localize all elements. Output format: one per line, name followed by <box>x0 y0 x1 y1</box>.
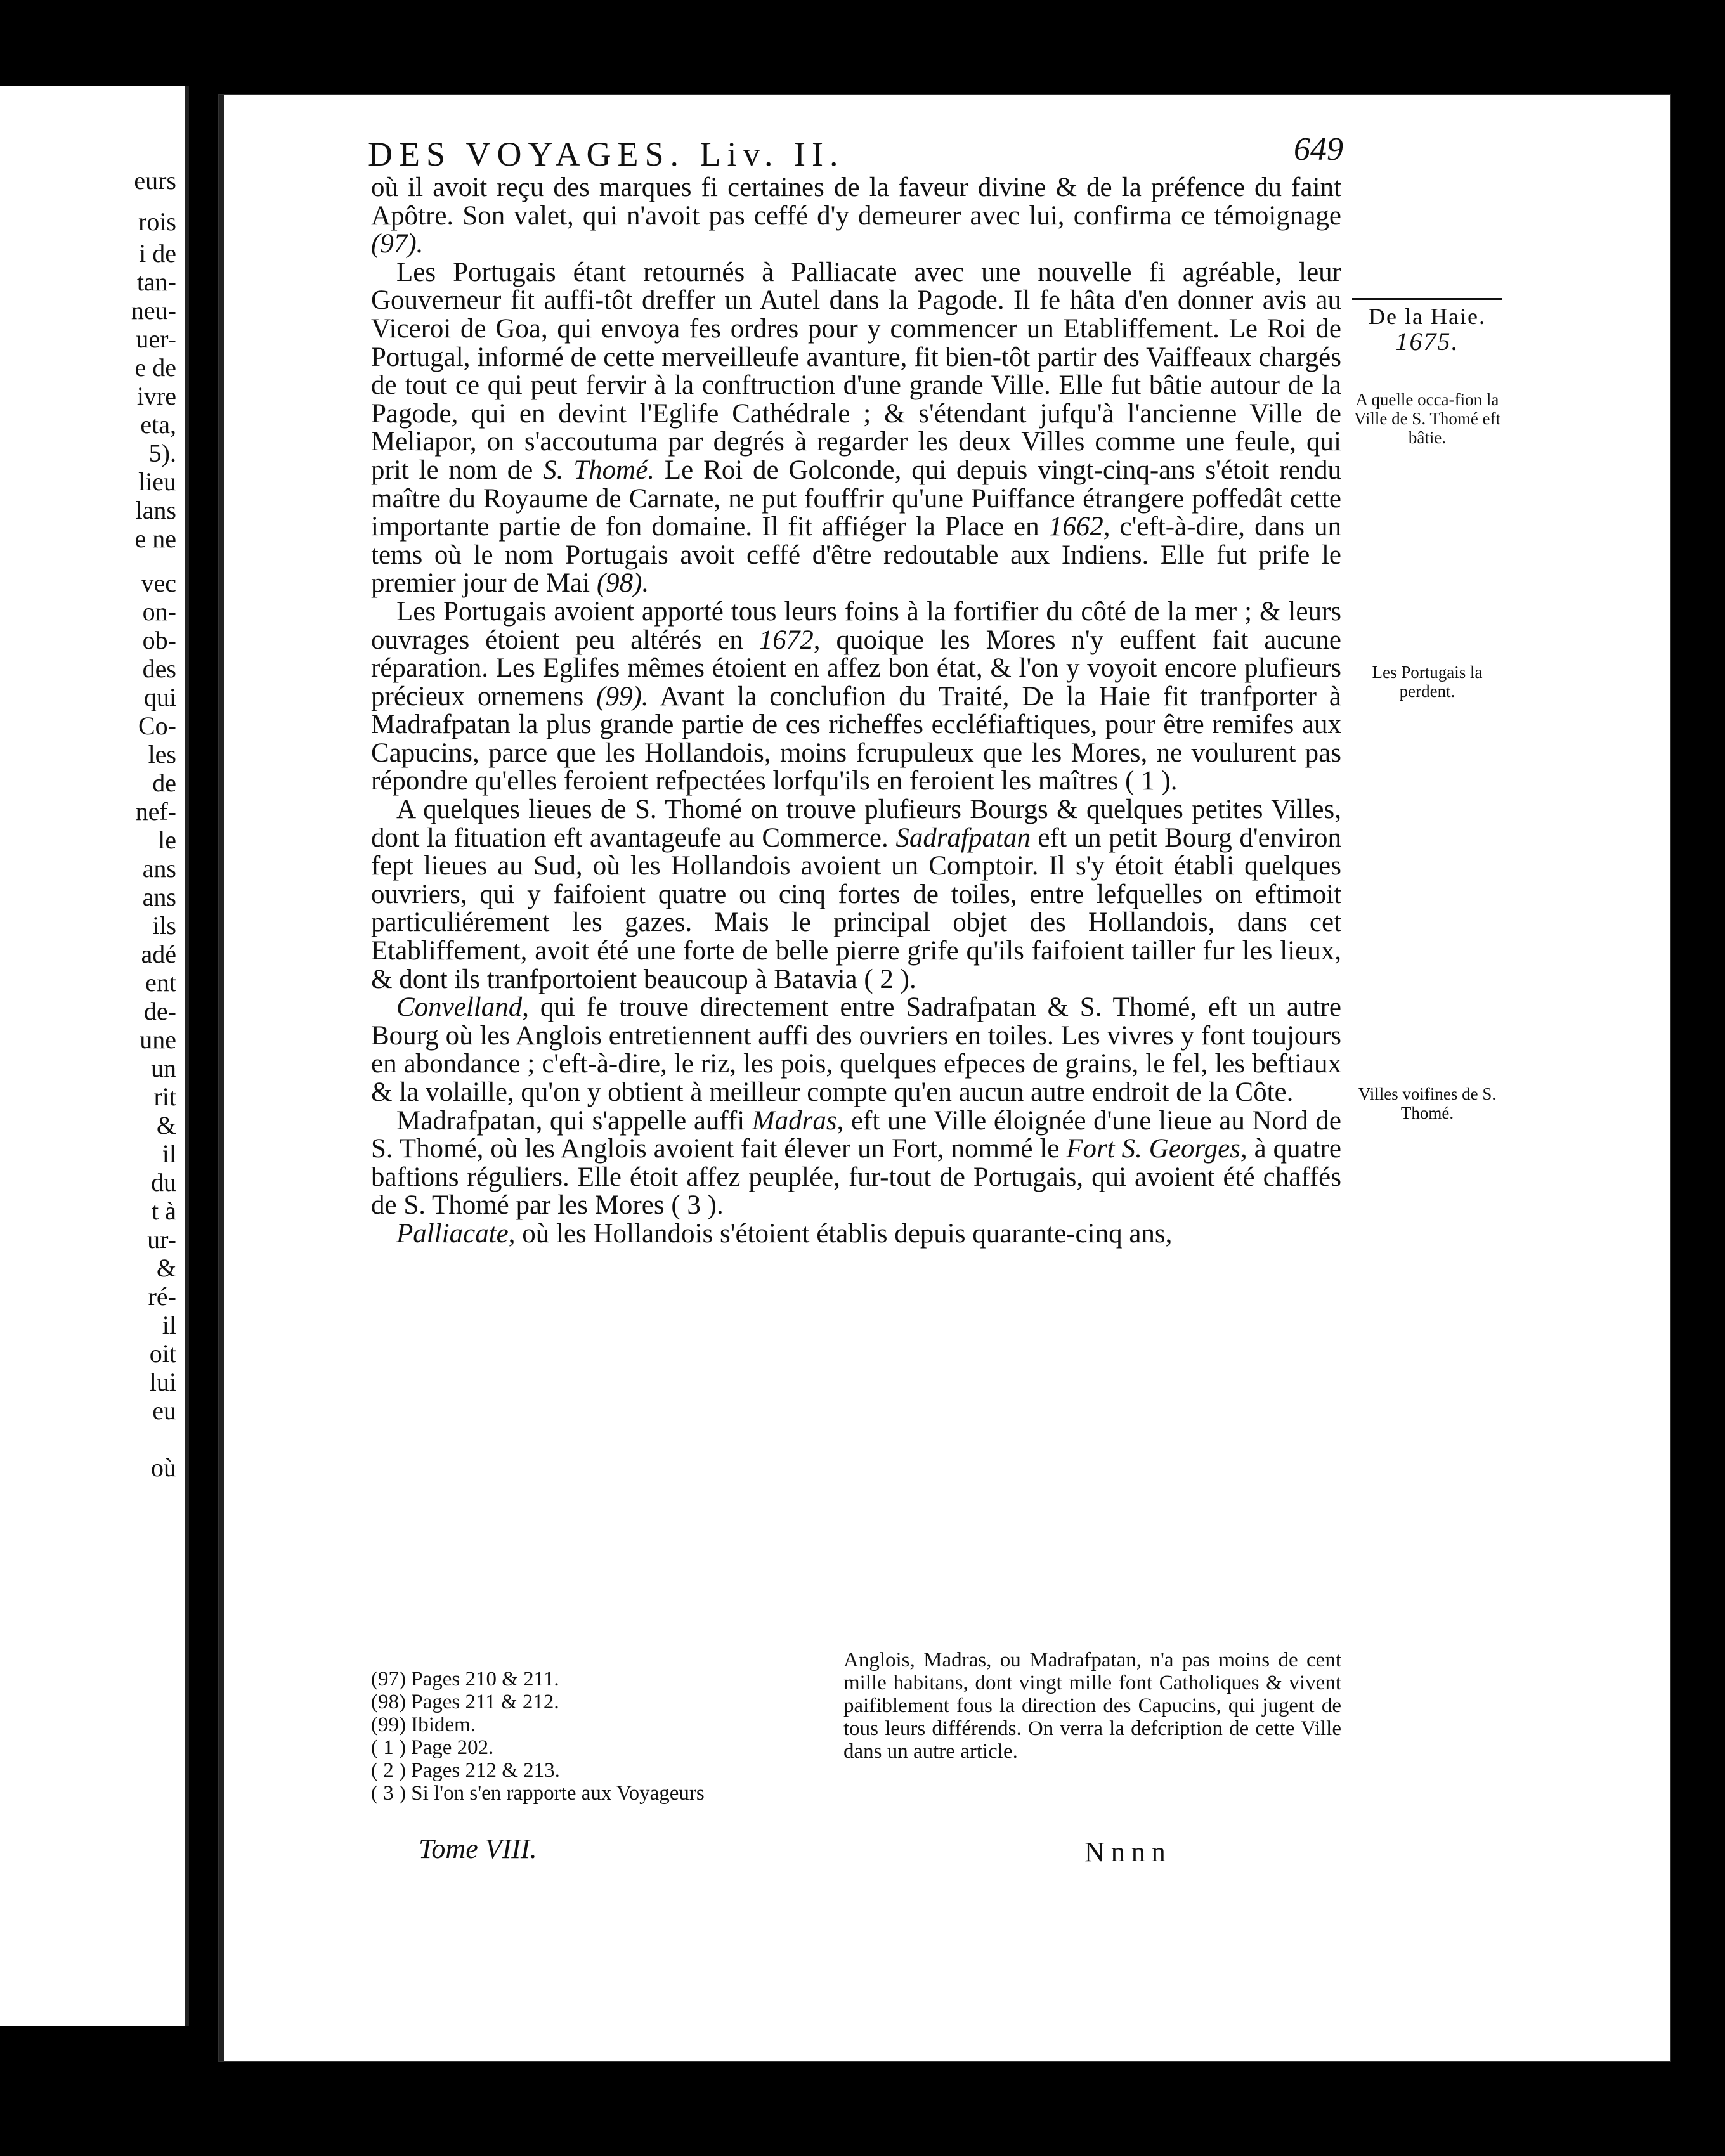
left-page-text-fragment: e ne <box>134 524 176 553</box>
left-page-text-fragment: ré- <box>148 1282 176 1311</box>
footnote: ( 3 ) Si l'on s'en rapporte aux Voyageurs <box>371 1782 705 1805</box>
left-page-text-fragment: lui <box>149 1368 176 1396</box>
left-page-text-fragment: ivre <box>136 382 176 410</box>
left-page-text-fragment: neu- <box>131 296 176 325</box>
text-run: , eft une Ville éloignée d'une lieue au Nord de S. Thomé, où les Anglois avoient fait élever un Fort, nommé le <box>371 1105 1341 1164</box>
footnote-continuation: Anglois, Madras, ou Madrafpatan, n'a pas moins de cent mille habitans, dont vingt mille font Catholiques & vivent paifiblement fous la direction des Capucins, qui jugent de tous leurs différends. On verra la defcription de cette Ville dans un autre article. <box>843 1649 1341 1763</box>
footnote: ( 1 ) Page 202. <box>371 1736 494 1759</box>
left-page-text-fragment: vec <box>141 569 176 597</box>
margin-note-foundation: A quelle occa-fion la Ville de S. Thomé eft bâtie. <box>1353 390 1501 447</box>
left-page-text-fragment: les <box>148 740 176 769</box>
left-page-text-fragment: lieu <box>138 467 176 496</box>
body-paragraph <box>371 598 1341 796</box>
body-paragraph <box>371 994 1341 1107</box>
left-page-text-fragment: lans <box>135 496 176 524</box>
left-page-text-fragment: oit <box>149 1339 176 1368</box>
text-run: A quelques lieues de S. Thomé on trouve plufieurs Bourgs & quelques petites Villes, dont la fituation eft avantageufe au Commerce. <box>371 795 1341 853</box>
left-page-text-fragment: de- <box>143 997 176 1025</box>
italic-text: Convelland <box>396 992 523 1023</box>
text-run: eft un petit Bourg d'environ fept lieues au Sud, où les Hollandois avoient un Comptoir. Il s'y étoit établi quelques ouvriers, qui y faifoient quatre ou cinq fortes de toiles, entre lefquelles on eftimoit particuliérement les gazes. Mais le principal objet des Hollandois, dans cet Etabliffement, avoit été une forte de belle pierre grife qu'ils faifoient tailler fur les lieux, & dont ils tranfportoient beaucoup à Batavia ( 2 ). <box>371 822 1341 994</box>
italic-text: 1672 <box>758 625 814 655</box>
left-page-text-fragment: qui <box>143 683 176 711</box>
left-page-text-fragment: de <box>152 769 176 797</box>
text-run: où il avoit reçu des marques fi certaines de la faveur divine & de la préfence du faint Apôtre. Son valet, qui n'avoit pas ceffé d'y demeurer avec lui, confirma ce témoignage <box>371 172 1341 231</box>
left-page-text-fragment: uer- <box>136 325 176 353</box>
left-page-text-fragment: des <box>142 654 176 683</box>
left-page-text-fragment: nef- <box>135 797 176 826</box>
tome-label: Tome VIII. <box>419 1833 537 1864</box>
left-page-text-fragment: tan- <box>136 268 176 296</box>
margin-header-year: 1675. <box>1395 327 1459 356</box>
left-page-text-fragment: 5). <box>148 439 176 467</box>
left-page-text-fragment: le <box>158 826 176 854</box>
left-page-text-fragment: ans <box>142 883 176 911</box>
text-run: , où les Hollandois s'étoient établis depuis quarante-cinq ans, <box>508 1218 1173 1249</box>
italic-text: S. Thomé. <box>543 455 655 485</box>
left-page-text-fragment: ur- <box>147 1225 176 1254</box>
left-page-text-fragment: où <box>151 1453 176 1482</box>
body-paragraph <box>371 259 1341 598</box>
running-head: DES VOYAGES. Liv. II. <box>368 135 845 173</box>
left-page-text-fragment: du <box>151 1168 176 1197</box>
left-page-text-fragment: eu <box>152 1396 176 1425</box>
left-page-text-fragment: il <box>162 1140 176 1168</box>
signature-mark: Nnnn <box>1084 1836 1172 1867</box>
left-page-text-fragment: il <box>162 1311 176 1339</box>
left-page-text-fragment: un <box>151 1054 176 1082</box>
left-page-text-fragment: ans <box>142 854 176 883</box>
body-text <box>371 174 1341 1249</box>
left-page-text-fragment: ent <box>145 968 176 997</box>
left-page-text-fragment: e de <box>134 353 176 382</box>
body-paragraph <box>371 174 1341 259</box>
footnote: (98) Pages 211 & 212. <box>371 1691 559 1713</box>
italic-text: (97). <box>371 229 424 259</box>
margin-header <box>1350 298 1505 354</box>
footnote: ( 2 ) Pages 212 & 213. <box>371 1759 560 1782</box>
body-paragraph <box>371 796 1341 994</box>
margin-note-loss: Les Portugais la perdent. <box>1372 663 1483 701</box>
text-run: Avant la conclufion du Traité, De la Haie fit tranfporter à Madrafpatan la plus grande partie de ces richeffes eccléfiaftiques, pour être remifes aux Capucins, parce que les Hollandois, moins fcrupuleux que les Mores, ne voulurent pas répondre qu'elles feroient refpectées lorfqu'ils en feroient les maîtres ( 1 ). <box>371 681 1342 796</box>
left-page-text-fragment: eurs <box>134 166 176 195</box>
left-page-text-fragment: rois <box>138 207 176 236</box>
margin-rule <box>1352 298 1502 300</box>
italic-text: Fort S. Georges <box>1066 1134 1240 1164</box>
italic-text: Madras <box>752 1105 837 1136</box>
footnote: (97) Pages 210 & 211. <box>371 1668 559 1691</box>
text-run: Le Roi de Golconde, qui depuis vingt-cinq-ans s'étoit rendu maître du Royaume de Carnate, ne put fouffrir qu'une Puiffance étrangere poffedât cette importante partie de fon domaine. Il fit affiéger la Place en <box>371 455 1341 542</box>
left-page-text-fragment: t à <box>152 1197 176 1225</box>
page-edge <box>1497 1053 1513 1877</box>
left-page-text-fragment: ob- <box>142 626 176 654</box>
italic-text: 1662 <box>1048 512 1103 542</box>
italic-text: Palliacate <box>396 1218 509 1249</box>
margin-header-name: De la Haie. <box>1369 304 1486 329</box>
left-page-text-fragment: Co- <box>138 711 176 740</box>
italic-text: (98). <box>596 568 649 599</box>
page-number: 649 <box>1294 131 1343 167</box>
text-run: Les Portugais étant retournés à Palliacate avec une nouvelle fi agréable, leur Gouverneur fit auffi-tôt dreffer un Autel dans la Pagode. Il fe hâta d'en donner avis au Viceroi de Goa, qui envoya fes ordres pour y commencer un Etabliffement. Le Roi de Portugal, informé de cette merveilleufe avanture, fit bien-tôt partir des Vaiffeaux chargés de tout ce qui peut fervir à la conftruction d'une grande Ville. Elle fut bâtie autour de la Pagode, qui en devint l'Eglife Cathédrale ; & s'étendant jufqu'à l'ancienne Ville de Meliapor, on s'accoutuma par degrés à regarder les deux Villes comme une feule, qui prit le nom de <box>371 257 1341 485</box>
text-run: Les Portugais avoient apporté tous leurs foins à la fortifier du côté de la mer ; & leurs ouvrages étoient peu altérés en <box>371 596 1341 655</box>
italic-text: Sadrafpatan <box>895 822 1031 853</box>
text-run: , c'eft-à-dire, dans un tems où le nom Portugais avoit ceffé d'être redoutable aux Indiens. Elle fut prife le premier jour de Mai <box>371 512 1341 599</box>
left-page-text-fragment: adé <box>141 940 176 968</box>
text-run: Madrafpatan, qui s'appelle auffi <box>396 1105 752 1136</box>
left-page-text-fragment: & <box>156 1111 176 1140</box>
left-page-text-fragment: une <box>140 1025 176 1054</box>
margin-note-neighbouring-towns: Villes voifines de S. Thomé. <box>1358 1084 1497 1122</box>
left-page-text-fragment: ils <box>152 911 176 940</box>
footnote: (99) Ibidem. <box>371 1713 476 1736</box>
body-paragraph <box>371 1220 1341 1249</box>
italic-text: (99). <box>596 681 649 711</box>
text-run: , à quatre baftions réguliers. Elle étoit affez peuplée, fur-tout de Portugais, qui avoient été chaffés de S. Thomé par les Mores ( 3 ). <box>371 1134 1342 1221</box>
left-page-text-fragment: on- <box>142 597 176 626</box>
left-page-text-fragment: eta, <box>140 410 176 439</box>
text-run: , quoique les Mores n'y euffent fait aucune réparation. Les Eglifes mêmes étoient en affez bon état, & l'on y voyoit encore plufieurs précieux ornemens <box>371 625 1342 711</box>
footnotes-left-column <box>371 1668 834 1805</box>
text-run: , qui fe trouve directement entre Sadrafpatan & S. Thomé, eft un autre Bourg où les Anglois entretiennent auffi des ouvriers en toiles. Les vivres y font toujours en abondance ; c'eft-à-dire, le riz, les pois, quelques efpeces de grains, le fel, les beftiaux & la volaille, qu'on y obtient à meilleur compte qu'en aucun autre endroit de la Côte. <box>371 992 1341 1107</box>
body-paragraph <box>371 1107 1341 1220</box>
left-page-text-fragment: i de <box>139 239 176 268</box>
left-page-text-fragment: rit <box>153 1082 176 1111</box>
left-page-fragment <box>0 86 189 2026</box>
left-page-text-fragment: & <box>156 1254 176 1282</box>
